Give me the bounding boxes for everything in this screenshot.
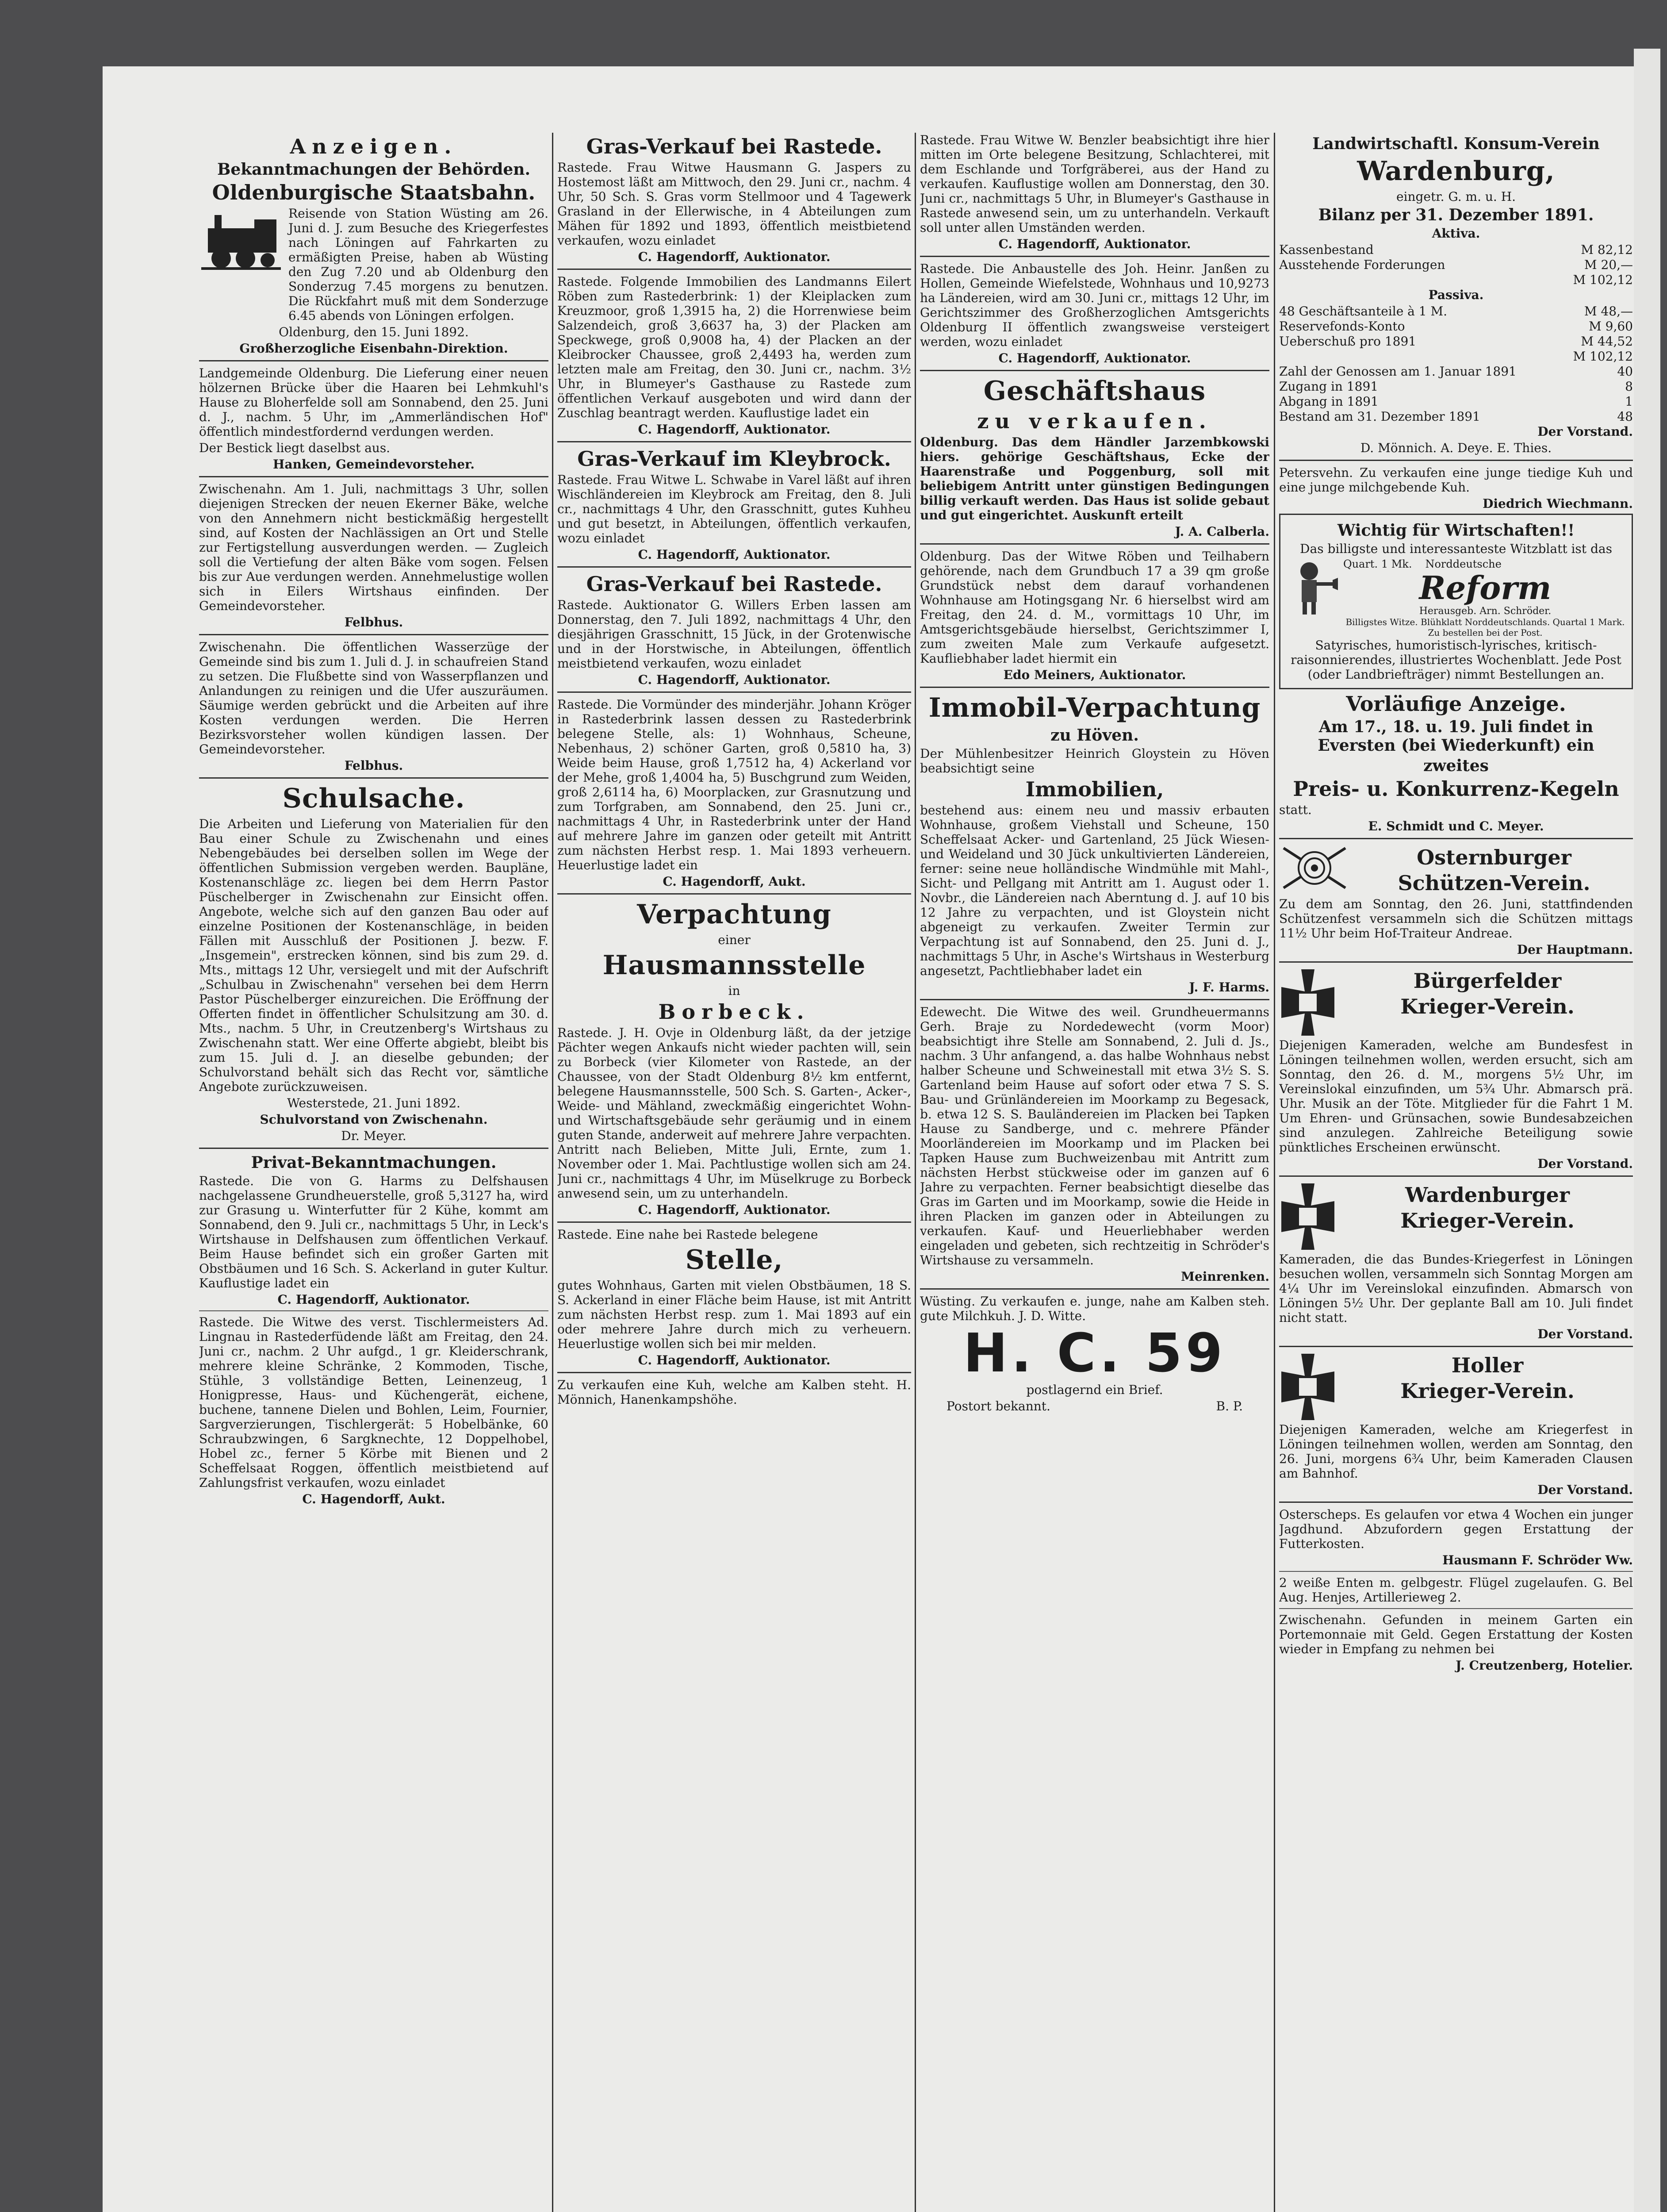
ad-text: Rastede. Die Witwe des verst. Tischlermeisters Ad. Lingnau in Rastederfüdende läßt am Freitag, den 24. Juni cr., nachm. 2 Uhr aufgd., 1 gr. Kleiderschrank, mehrere kleine Schränke, 2 Kommoden, Tische, Stühle, 3 vollständige Betten, Leinenzeug, 1 Honigpresse, Haus- und Küchengerät, eichene, buchene, tannene Dielen und Bohlen, Leim, Fournier, Sargverzierungen, Tischlergerät: 5 Hobelbänke, 60 Schraubzwingen, 6 Sargknechte, 12 Doppelhobel, Hobel zc., ferner 5 Körbe mit Bienen und 2 Scheffelsaat Roggen, öffentlich meistbietend auf Zahlungsfrist verkaufen, wozu einladet (199, 1315, 548, 1490)
signature: Großherzogliche Eisenbahn-Direktion. (239, 341, 508, 356)
signature: C. Hagendorff, Auktionator. (638, 1353, 831, 1367)
signature: Edo Meiners, Auktionator. (1003, 668, 1186, 682)
heading: Bürgerfelder (1413, 969, 1562, 993)
column-rule (1274, 133, 1275, 2212)
currency: M (1573, 273, 1586, 287)
member-count: 8 (1625, 379, 1633, 394)
signature: Hanken, Gemeindevorsteher. (273, 457, 475, 472)
signature: Der Vorstand. (1537, 424, 1633, 439)
subheading: in (728, 983, 740, 998)
ad-text: postlagernd ein Brief. (1026, 1382, 1163, 1397)
balance-label: 48 Geschäftsanteile à 1 M. (1279, 304, 1448, 319)
signature: B. P. (1216, 1399, 1243, 1413)
heading: Bilanz per 31. Dezember 1891. (1318, 206, 1594, 224)
heading: Preis- u. Konkurrenz-Kegeln (1293, 777, 1619, 801)
signature: C. Hagendorff, Aukt. (663, 874, 806, 889)
ad-text: Rastede. Frau Witwe W. Benzler beabsichtigt ihre hier mitten im Orte belegene Besitzung, Schlachterei, mit dem Eschlande und Torfgräberei, aus der Hand zu verkaufen. Kauflustige wollen am Donnerstag, den 30. Juni cr., nachmittags 5 Uhr, in Blumeyer's Gasthause in Rastede anwesend sein, um zu unterhandeln. Verkauft soll unter allen Umständen werden. (920, 133, 1269, 235)
currency: M (1581, 334, 1594, 349)
signature: Felbhus. (344, 758, 403, 773)
signature: J. A. Calberla. (1175, 524, 1269, 539)
balance-sheet (1279, 226, 1633, 424)
section-header: Anzeigen. (290, 134, 458, 158)
ad-text: Rastede. Eine nahe bei Rastede belegene (557, 1227, 818, 1242)
ad-text: Zu verkaufen eine Kuh, welche am Kalben steht. H. Mönnich, Hanenkampshöhe. (557, 1378, 911, 1407)
heading: Wardenburger (1405, 1183, 1570, 1207)
member-label: Zugang in 1891 (1279, 379, 1379, 394)
currency: M (1584, 257, 1597, 272)
subheading: Passiva. (1428, 288, 1484, 302)
column-rule (552, 133, 553, 2212)
signature: C. Hagendorff, Auktionator. (277, 1292, 470, 1307)
ad-text: Landgemeinde Oldenburg. Die Lieferung einer neuen hölzernen Brücke über die Haaren bei Lehmkuhl's Hause zu Bloherfelde soll am Sonnabend, den 25. Juni d. J., nachm. 5 Uhr, im „Ammerländischen Hof" öffentlich mindestfordernd verdungen werden. (199, 366, 548, 439)
signature: C. Hagendorff, Aukt. (302, 1492, 445, 1506)
signature: Diedrich Wiechmann. (1483, 496, 1633, 511)
heading: Krieger-Verein. (1400, 1379, 1575, 1403)
ad-text: gutes Wohnhaus, Garten mit vielen Obstbäumen, 18 S. S. Ackerland in einer Fläche beim Hause, ist mit Antritt zum nächsten Herbst resp. zum 1. Mai 1893 auf ein oder mehrere Jahre durch mich zu verheuern. Heuerlustige wollen sich bei mir melden. (557, 1278, 911, 1351)
signature: C. Hagendorff, Auktionator. (998, 351, 1191, 365)
column-rule (915, 133, 916, 2212)
signature: J. Creutzenberg, Hotelier. (1456, 1658, 1633, 1673)
heading: Hausmannsstelle (602, 950, 866, 981)
ad-text: Oldenburg. Das der Witwe Röben und Teilhabern gehörende, nach dem Grundbuch 17 a 39 qm große Grundstück nebst dem darauf vorhandenen Wohnhause am Hotingsgang Nr. 6 hierselbst wird am Freitag, den 24. d. M., vormittags 10 Uhr, im Amtsgerichtsgebäude hierselbst, Gerichtszimmer I, zum zweiten Male zum Verkaufe aufgesetzt. Kaufliebhaber ladet hiermit ein (920, 549, 1269, 666)
iron-cross-icon (1279, 967, 1337, 1038)
heading: Geschäftshaus (983, 376, 1206, 407)
ad-text: Rastede. Auktionator G. Willers Erben lassen am Donnerstag, den 7. Juli 1892, nachmittags 4 Uhr, den diesjährigen Grasschnitt, 15 Jück, in der Grotenwische und in der Horstwische, in Abteilungen, öffentlich meistbietend verkaufen, wozu einladet (557, 598, 911, 671)
heading: Privat-Bekanntmachungen. (251, 1153, 497, 1172)
ad-text: Die Arbeiten und Lieferung von Materialien für den Bau einer Schule zu Zwischenahn und eines Nebengebäudes bei derselben sollen im Wege der öffentlichen Submission vergeben werden. Baupläne, Kostenanschläge zc. liegen bei dem Herrn Pastor Püschelberger in Zwischenahn zur Einsicht offen. Angebote, welche sich auf den ganzen Bau oder auf einzelne Positionen der Kostenanschläge, in beiden Fällen mit Ausschluß der Positionen J. bezw. F. „Insgemein", erstrecken können, sind bis zum 29. d. Mts., mittags 12 Uhr, versiegelt und mit der Aufschrift „Schulbau in Zwischenahn" versehen bei dem Herrn Pastor Püschelberger einzureichen. Die Eröffnung der Offerten findet in öffentlicher Schulsitzung am 30. d. Mts., nachm. 5 Uhr, in Creutzenberg's Wirtshaus zu Zwischenahn statt. Wer eine Offerte abgiebt, bleibt bis zum 15. Juli d. J. an dieselbe gebunden; der Schulvorstand behält sich das Recht vor, sämtliche Angebote zurückzuweisen. (199, 817, 548, 1094)
heading: Borbeck. (658, 1000, 810, 1024)
small-print: Billigstes Witze. Blühklatt Norddeutschlands. Quartal 1 Mark. Zu bestellen bei der Post. (1345, 617, 1625, 638)
heading: Schützen-Verein. (1398, 871, 1590, 895)
ad-text: Reisende von Station Wüsting am 26. Juni d. J. zum Besuche des Kriegerfestes nach Löningen auf Fahrkarten zu ermäßigten Preise, haben ab Wüsting den Zug 7.20 und ab Oldenburg den Sonderzug 7.45 morgens zu benutzen. Die Rückfahrt muß mit dem Sonderzuge 6.45 abends von Löningen erfolgen. (288, 206, 548, 323)
signature: Der Hauptmann. (1517, 942, 1633, 957)
signature: C. Hagendorff, Auktionator. (638, 1202, 831, 1217)
date: Westerstede, 21. Juni 1892. (287, 1096, 460, 1110)
signature: C. Hagendorff, Auktionator. (638, 422, 831, 437)
subheading: einer (718, 933, 751, 947)
signature: Felbhus. (344, 615, 403, 630)
heading: zu verkaufen. (977, 409, 1212, 433)
column-4 (1279, 133, 1633, 2212)
subheading: Aktiva. (1432, 226, 1480, 241)
heading: zu Höven. (1050, 726, 1139, 745)
balance-value: 9,60 (1605, 319, 1633, 334)
ad-text: Oldenburg. Das dem Händler Jarzembkowski hiers. gehörige Geschäftshaus, Ecke der Haarenstraße und Poggenburg, soll mit beliebigem Antritt unter günstigen Bedingungen billig verkauft werden. Das Haus ist solide gebaut und gut eingerichtet. Auskunft erteilt (920, 435, 1269, 522)
member-count: 1 (1625, 394, 1633, 409)
ad-text: Rastede. Frau Witwe L. Schwabe in Varel läßt auf ihren Wischländereien im Kleybrock am Freitag, den 8. Juli cr., nachmittags 4 Uhr, den Grasschnitt, gutes Kuhheu und gut besetzt, in Abteilungen, öffentlich verkaufen, wozu einladet (557, 472, 911, 545)
iron-cross-icon (1279, 1181, 1337, 1252)
ad-text: Diejenigen Kameraden, welche am Bundesfest in Löningen teilnehmen wollen, werden ersucht, sich am Sonntag, den 26. d. M., morgens 5½ Uhr, im Vereinslokal einzufinden, um 5¾ Uhr. Abmarsch prä. Uhr. Musik an der Töte. Mitglieder für die Fahrt 1 M. Um Ehren- und Grünsachen, sowie Bundesabzeichen sind anzulegen. Zahlreiche Beteiligung sowie pünktliches Erscheinen erwünscht. (1279, 1038, 1633, 1155)
heading: Stelle, (685, 1244, 783, 1275)
ad-text: Postort bekannt. (947, 1399, 1050, 1413)
currency: M (1581, 242, 1594, 257)
ad-text: Kameraden, die das Bundes-Kriegerfest in Löningen besuchen wollen, versammeln sich Sonntag Morgen am 4¼ Uhr im Vereinslokal einzufinden. Abmarsch von Löningen 5½ Uhr. Der geplante Ball am 10. Juli findet nicht statt. (1279, 1252, 1633, 1325)
heading: Gras-Verkauf im Kleybrock. (577, 447, 891, 471)
balance-value: 20,— (1601, 257, 1633, 272)
currency: M (1584, 304, 1597, 319)
heading: Schulsache. (282, 783, 465, 814)
currency: M (1573, 349, 1586, 364)
signature: Dr. Meyer. (341, 1129, 406, 1143)
ad-text: Zwischenahn. Gefunden in meinem Garten ein Portemonnaie mit Geld. Gegen Erstattung der Kosten wieder in Empfang zu nehmen bei (1279, 1613, 1633, 1656)
page-edge (1634, 49, 1660, 2212)
signature: Der Vorstand. (1537, 1327, 1633, 1341)
heading: Gras-Verkauf bei Rastede. (586, 134, 882, 158)
ad-text: statt. (1279, 803, 1312, 817)
heading: Vorläufige Anzeige. (1346, 692, 1566, 716)
date: Oldenburg, den 15. Juni 1892. (279, 325, 469, 339)
column-3 (920, 133, 1269, 2212)
member-label: Abgang in 1891 (1279, 394, 1379, 409)
iron-cross-icon (1279, 1352, 1337, 1422)
ad-text: Satyrisches, humoristisch-lyrisches, kritisch-raisonnierendes, illustriertes Wochenblatt. Jede Post (oder Landbriefträger) nimmt Bestellungen an. (1291, 638, 1621, 682)
balance-value: 82,12 (1597, 242, 1633, 257)
signature: C. Hagendorff, Auktionator. (998, 237, 1191, 251)
balance-label: Ausstehende Forderungen (1279, 257, 1445, 272)
ad-text: Der Mühlenbesitzer Heinrich Gloystein zu Höven beabsichtigt seine (920, 746, 1269, 776)
balance-total: 102,12 (1590, 273, 1633, 287)
member-count: 48 (1617, 409, 1633, 424)
ad-text: bestehend aus: einem neu und massiv erbauten Wohnhause, großem Viehstall und Scheune, 150 Scheffelsaat Acker- und Gartenland, 25 Jück Wiesen- und Weideland und 30 Jück unkultivierten Ländereien, ferner: seine neue holländische Windmühle mit Mahl-, Sicht- und Pellgang mit Antritt am 1. August oder 1. Novbr., die Ländereien nach Aberntung d. J. auf 10 bis 12 Jahre zu verpachten, und ist Gloystein nicht abgeneigt zu verkaufen. Zweiter Termin zur Verpachtung ist auf Sonnabend, den 25. Juni d. J., nachmittags 5 Uhr, in Asche's Wirtshaus in Westerburg angesetzt, Pachtliebhaber ladet ein (920, 803, 1269, 978)
trumpeter-icon (1285, 558, 1338, 615)
price-label: Quart. 1 Mk. (1343, 558, 1412, 570)
signature: Hausmann F. Schröder Ww. (1442, 1553, 1633, 1567)
ad-text: Rastede. J. H. Ovje in Oldenburg läßt, da der jetzige Pächter wegen Ankaufs nicht wieder pachten will, sein zu Borbeck (vier Kilometer von Rastede, an der Chaussee, von der Stadt Oldenburg 8½ km entfernt, belegene Hausmannsstelle, 500 Sch. S. Garten-, Acker-, Weide- und Mähland, zweckmäßig eingerichtet Wohn- und Wirtschaftsgebäude sehr geräumig und in einem guten Stande, anderweit auf mehrere Jahre verpachten. Antritt nach Belieben, Mitte Juli, Ernte, zum 1. November oder 1. Mai. Pachtlustige wollen sich am 24. Juni cr., nachmittags 4 Uhr, im Müselkruge zu Borbeck anwesend sein, um zu unterhandeln. (557, 1025, 911, 1201)
ad-text: Wüsting. Zu verkaufen e. junge, nahe am Kalben steh. gute Milchkuh. J. D. Witte. (920, 1294, 1269, 1323)
newspaper-page (103, 66, 1634, 2212)
member-label: Zahl der Genossen am 1. Januar 1891 (1279, 364, 1517, 379)
signature: C. Hagendorff, Auktionator. (638, 672, 831, 687)
subtitle: Norddeutsche (1425, 558, 1502, 570)
heading: Landwirtschaftl. Konsum-Verein (1312, 134, 1600, 153)
locomotive-icon (199, 206, 283, 273)
heading: Wardenburg, (1357, 156, 1555, 187)
target-icon (1279, 844, 1350, 892)
ad-text: Rastede. Die von G. Harms zu Delfshausen nachgelassene Grundheuerstelle, groß 5,3127 ha, wird zur Grasung u. Winterfutter für 2 Kühe, kommt am Sonnabend, den 9. Juli cr., nachmittags 5 Uhr, in Leck's Wirtshause in Delfshausen zum öffentlichen Verkauf. Beim Hause befindet sich ein großer Garten mit Obstbäumen und 16 Sch. S. Ackerland in guter Kultur. Kauflustige ladet ein (199, 1174, 548, 1290)
column-2 (557, 133, 911, 2212)
ad-text: Edewecht. Die Witwe des weil. Grundheuermanns Gerh. Braje zu Nordedewecht (vorm Moor) beabsichtigt ihre Stelle am Sonnabend, 2. Juli d. Js., nachm. 3 Uhr anfangend, a. das halbe Wohnhaus nebst halber Scheune und Schweinestall mit etwa 3½ S. S. Gartenland beim Hause auf sofort oder etwa 7 S. S. Bau- und Grünländereien im Moorkamp zu Begesack, b. etwa 12 S. S. Bauländereien im Placken bei Tapken Hause zu Sandberge, und c. mehrere Pfänder Moorländereien im Moorkamp und im Placken bei Tapken Hause zum Buchweizenbau mit Antritt zum nächsten Herbst stückweise oder im ganzen auf 6 Jahre zu verpachten. Ferner beabsichtigt dieselbe das Gras im Garten und im Moorkamp, sowie die Heide in ihren Placken im ganzen oder in Abteilungen zu verkaufen. Kauf- und Heuerliebhaber werden eingeladen und gebeten, sich rechtzeitig in Schröder's Wirtshause zu versammeln. (920, 1005, 1269, 1267)
heading: Holler (1451, 1353, 1524, 1377)
signature: C. Hagendorff, Auktionator. (638, 250, 831, 264)
balance-label: Kassenbestand (1279, 242, 1374, 257)
balance-value: 48,— (1601, 304, 1633, 319)
signature: C. Hagendorff, Auktionator. (638, 547, 831, 562)
heading: zweites (1423, 757, 1489, 775)
editor: Herausgeb. Arn. Schröder. (1419, 606, 1552, 617)
heading: Gras-Verkauf bei Rastede. (586, 572, 882, 596)
ad-text: Zwischenahn. Am 1. Juli, nachmittags 3 Uhr, sollen diejenigen Strecken der neuen Ekerner Bäke, welche von den Annehmern nicht bestickmäßig hergestellt sind, auf Kosten der Nachlässigen an Ort und Stelle zur Fertigstellung ausverdungen werden. — Zugleich soll die Vertiefung der alten Bäke vom sogen. Felsen bis zur Aue verdungen werden. Annehmelustige wollen sich in Eilers Wirtshaus einfinden. Der Gemeindevorsteher. (199, 482, 548, 613)
balance-total: 102,12 (1590, 349, 1633, 364)
balance-label: Ueberschuß pro 1891 (1279, 334, 1417, 349)
heading: Verpachtung (637, 899, 832, 930)
ad-text: Zu dem am Sonntag, den 26. Juni, stattfindenden Schützenfest versammeln sich die Schützen mittags 11½ Uhr beim Hof-Traiteur Andreae. (1279, 897, 1633, 941)
heading: Krieger-Verein. (1400, 995, 1575, 1018)
signature: E. Schmidt und C. Meyer. (1368, 819, 1544, 833)
ad-text: Das billigste und interessanteste Witzblatt ist das (1300, 541, 1612, 556)
signature: J. F. Harms. (1189, 980, 1269, 995)
heading: Wichtig für Wirtschaften!! (1337, 521, 1575, 540)
heading: Immobil-Verpachtung (928, 692, 1261, 723)
balance-label: Reservefonds-Konto (1279, 319, 1405, 334)
ad-text: Petersvehn. Zu verkaufen eine junge tiedige Kuh und eine junge milchgebende Kuh. (1279, 465, 1633, 495)
ad-text: Zwischenahn. Die öffentlichen Wasserzüge der Gemeinde sind bis zum 1. Juli d. J. in schaufreien Stand zu setzen. Die Flußbette sind von Wasserpflanzen und Anlandungen zu reinigen und die Ufer auszuräumen. Säumige werden gebrückt und die Arbeiten auf ihre Kosten verdungen werden. Die Herren Bezirksvorsteher wollen kündigen lassen. Der Gemeindevorsteher. (199, 640, 548, 757)
ad-text: Rastede. Folgende Immobilien des Landmanns Eilert Röben zum Rastederbrink: 1) der Kleiplacken zum Kreuzmoor, groß 1,3915 ha, 2) die Horrenwiese beim Salzendeich, groß 3,6637 ha, 3) der Placken am Speckwege, groß 0,9008 ha, 4) der Placken an der Kleibrocker Chaussee, groß 2,4493 ha, werden zum letzten male am Freitag, den 30. Juni cr., nachm. 3½ Uhr, in Blumeyer's Gasthause zu Rastede zum öffentlichen Verkauf ausgeboten und wird dann der Zuschlag beantragt werden. Kauflustige ladet ein (557, 274, 911, 420)
ad-text: 2 weiße Enten m. gelbgestr. Flügel zugelaufen. G. Bel Aug. Henjes, Artillerieweg 2. (1279, 1575, 1633, 1605)
reform-ad (1279, 514, 1633, 689)
ad-text: Der Bestick liegt daselbst aus. (199, 441, 391, 455)
currency: M (1589, 319, 1602, 334)
heading: Bekanntmachungen der Behörden. (217, 160, 531, 179)
heading: Oldenburgische Staatsbahn. (212, 180, 536, 204)
ad-text: Rastede. Frau Witwe Hausmann G. Jaspers zu Hostemost läßt am Mittwoch, den 29. Juni cr., nachm. 4 Uhr, 50 Sch. S. Gras vorm Stellmoor und 4 Tagewerk Grasland in der Ellerwische, in 4 Abteilungen zum Mähen für 1892 und 1893, öffentlich meistbietend verkaufen, wozu einladet (557, 160, 911, 248)
logo-text: Reform (1419, 569, 1552, 607)
signature: Schulvorstand von Zwischenahn. (260, 1112, 488, 1127)
member-label: Bestand am 31. Dezember 1891 (1279, 409, 1480, 424)
heading: Krieger-Verein. (1400, 1209, 1575, 1233)
signature: D. Mönnich. A. Deye. E. Thies. (1360, 441, 1552, 455)
signature: Meinrenken. (1180, 1269, 1269, 1284)
member-count: 40 (1617, 364, 1633, 379)
balance-value: 44,52 (1597, 334, 1633, 349)
subheading: eingetr. G. m. u. H. (1396, 189, 1516, 204)
ad-text: Diejenigen Kameraden, welche am Kriegerfest in Löningen teilnehmen wollen, werden am Sonntag, den 26. Juni, morgens 6¾ Uhr, beim Kameraden Clausen am Bahnhof. (1279, 1422, 1633, 1481)
ad-text: Rastede. Die Anbaustelle des Joh. Heinr. Janßen zu Hollen, Gemeinde Wiefelstede, Wohnhaus und 10,9273 ha Ländereien, wird am 30. Juni cr., mittags 12 Uhr, im Gerichtszimmer des Großherzoglichen Amtsgerichts Oldenburg II öffentlich zwangsweise versteigert werden, wozu einladet (920, 261, 1269, 349)
ad-text: Osterscheps. Es gelaufen vor etwa 4 Wochen ein junger Jagdhund. Abzufordern gegen Erstattung der Futterkosten. (1279, 1507, 1633, 1551)
signature: Der Vorstand. (1537, 1482, 1633, 1497)
signature: Der Vorstand. (1537, 1156, 1633, 1171)
box-number: H. C. 59 (963, 1323, 1226, 1384)
column-1 (199, 133, 548, 2212)
heading: Immobilien, (1025, 777, 1164, 801)
heading: Osternburger (1417, 845, 1571, 869)
ad-text: Rastede. Die Vormünder des minderjähr. Johann Kröger in Rastederbrink lassen dessen zu Rastederbrink belegene Stelle, als: 1) Wohnhaus, Scheune, Nebenhaus, 2) schöner Garten, groß 0,5810 ha, 3) Weide beim Hause, groß 1,7512 ha, 4) Ackerland vor der Mehe, groß 1,4004 ha, 5) Buschgrund zum Weiden, groß 2,6114 ha, 6) Moorplacken, zur Grasnutzung und zum Torfgraben, am Sonnabend, den 25. Juni cr., nachmittags 4 Uhr, in Rastederbrink unter der Hand auf mehrere Jahre im ganzen oder geteilt mit Antritt zum nächsten Herbst resp. 1. Mai 1893 verheuern. Heuerlustige ladet ein (557, 697, 911, 872)
ad-text: Am 17., 18. u. 19. Juli findet in Eversten (bei Wiederkunft) ein (1318, 718, 1594, 755)
